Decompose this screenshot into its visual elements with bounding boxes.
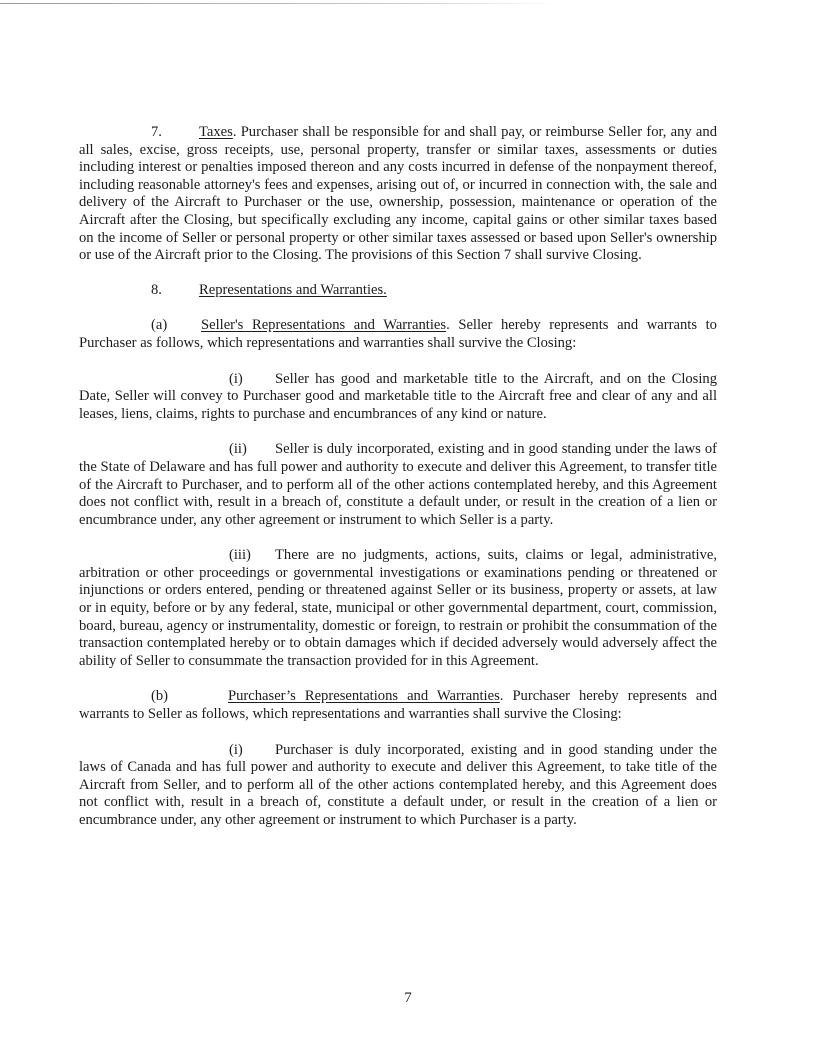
- section-8-heading: [79, 282, 717, 300]
- subsection-a-item-i: [79, 371, 717, 424]
- item-a-ii-text: Seller is duly incorporated, existing and in good standing under the laws of the State of Delaware and has full power and authority to execute and deliver this Agreement, to transfer title of the Aircraft to Purchaser, and to perform all of the other actions contemplated hereby, and this Agreement does not conflict with, result in a breach of, constitute a default under, or result in the creation of a lien or encumbrance under, any other agreement or instrument to which Seller is a party.: [79, 441, 717, 528]
- item-a-i-label: (i): [229, 370, 243, 387]
- section-8-title: Representations and Warranties.: [199, 281, 387, 298]
- subsection-a-text: . Seller hereby represents and warrants to Purchaser as follows, which representations and warranties shall survive the Closing:: [79, 317, 717, 351]
- section-8-number: 8.: [151, 281, 162, 298]
- subsection-b-item-i: [79, 742, 717, 830]
- document-body: [79, 124, 717, 830]
- subsection-b-title: Purchaser’s Representations and Warranties: [228, 688, 500, 705]
- subsection-b: [79, 688, 717, 723]
- page-top-rule: [0, 3, 560, 4]
- subsection-a-item-ii: [79, 441, 717, 529]
- subsection-b-text: . Purchaser hereby represents and warrants to Seller as follows, which representations and warranties shall survive the Closing:: [79, 688, 717, 723]
- section-7-taxes: [79, 124, 717, 265]
- item-b-i-label: (i): [229, 741, 243, 758]
- subsection-a-label: (a): [151, 317, 168, 334]
- section-7-title: Taxes: [199, 124, 233, 140]
- item-a-iii-text: There are no judgments, actions, suits, claims or legal, administrative, arbitration or other proceedings or governmental investigations or examinations pending or threatened or injunctions or orders entered, pending or threatened against Seller or its business, property or assets, at law or in equity, before or by any federal, state, municipal or other governmental department, court, commission, board, bureau, agency or instrumentality, domestic or foreign, to restrain or prohibit the consummation of the transaction contemplated hereby or to obtain damages which if decided adversely would adversely affect the ability of Seller to consummate the transaction provided for in this Agreement.: [79, 547, 717, 669]
- item-a-iii-label: (iii): [229, 547, 251, 564]
- subsection-a: [79, 317, 717, 352]
- section-7-text: . Purchaser shall be responsible for and shall pay, or reimburse Seller for, any and all sales, excise, gross receipts, use, personal property, transfer or similar taxes, assessments or duties including interest or penalties imposed thereon and any costs incurred in defense of the nonpayment thereof, including reasonable attorney's fees and expenses, arising out of, or incurred in connection with, the sale and delivery of the Aircraft to Purchaser or the use, ownership, possession, maintenance or operation of the Aircraft after the Closing, but specifically excluding any income, capital gains or other similar taxes based on the income of Seller or personal property or other similar taxes assessed or based upon Seller's ownership or use of the Aircraft prior to the Closing. The provisions of this Section 7 shall survive Closing.: [79, 124, 717, 264]
- item-a-ii-label: (ii): [229, 441, 247, 458]
- page-number: 7: [404, 990, 412, 1006]
- item-a-i-text: Seller has good and marketable title to the Aircraft, and on the Closing Date, Seller will convey to Purchaser good and marketable title to the Aircraft free and clear of any and all leases, liens, claims, rights to purchase and encumbrances of any kind or nature.: [79, 370, 717, 422]
- subsection-a-title: Seller's Representations and Warranties: [201, 317, 447, 334]
- subsection-a-item-iii: [79, 547, 717, 670]
- section-7-number: 7.: [151, 124, 162, 140]
- item-b-i-text: Purchaser is duly incorporated, existing and in good standing under the laws of Canada and has full power and authority to execute and deliver this Agreement, to take title of the Aircraft from Seller, and to perform all of the other actions contemplated hereby, and this Agreement does not conflict with, result in a breach of, constitute a default under, or result in the creation of a lien or encumbrance under, any other agreement or instrument to which Purchaser is a party.: [79, 741, 717, 828]
- subsection-b-label: (b): [151, 688, 169, 705]
